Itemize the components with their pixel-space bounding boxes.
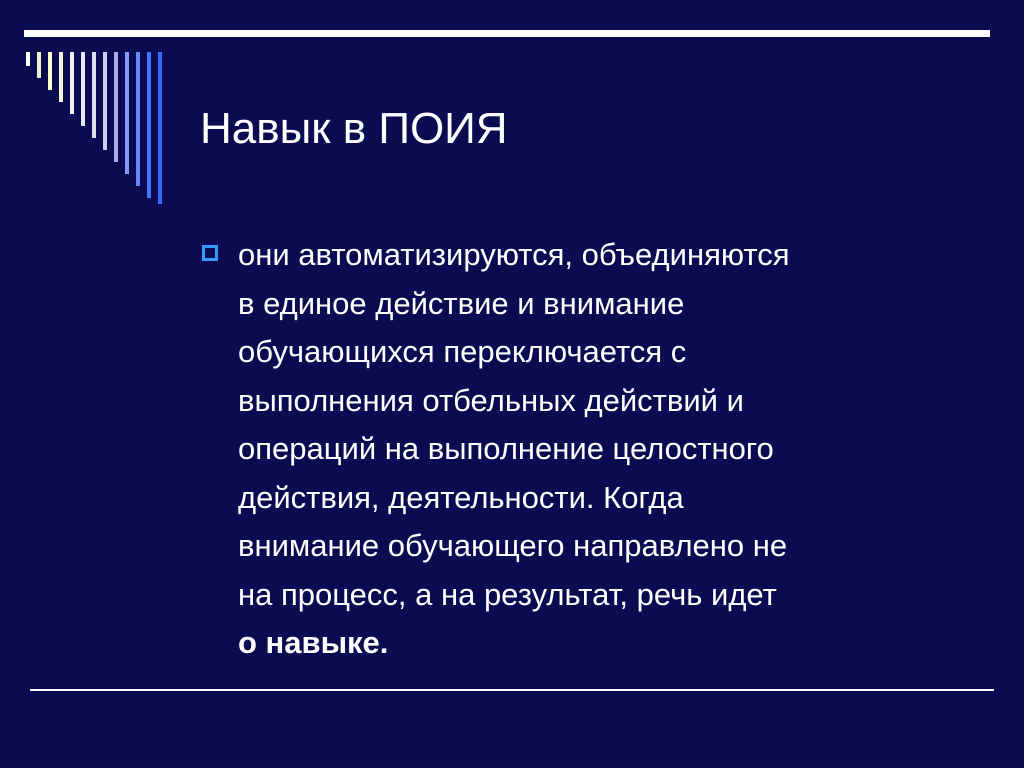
decorative-stripe — [48, 52, 52, 90]
decorative-stripe — [59, 52, 63, 102]
bullet-text-line: они автоматизируются, объединяются — [238, 237, 790, 272]
decorative-stripe — [26, 52, 30, 66]
decorative-stripe — [125, 52, 129, 174]
decorative-stripe — [158, 52, 162, 204]
bullet-text-line: операций на выполнение целостного — [238, 431, 774, 466]
decorative-stripe — [81, 52, 85, 126]
bullet-text-line: внимание обучающего направлено не — [238, 528, 788, 563]
hollow-square-bullet-icon — [202, 245, 218, 261]
bullet-text-line: обучающихся переключается с — [238, 334, 687, 369]
decorative-stripe — [147, 52, 151, 198]
decorative-stripe — [103, 52, 107, 150]
decorative-stripe — [70, 52, 74, 114]
bullet-text-line: выполнения отбельных действий и — [238, 382, 744, 418]
bullet-text — [238, 231, 978, 668]
bullet-text-line: на процесс, а на результат, речь идет — [238, 576, 777, 612]
decorative-stripe — [37, 52, 41, 78]
bullet-text-line: в единое действие и внимание — [238, 285, 685, 321]
slide-title: Навык в ПОИЯ — [200, 104, 508, 153]
bottom-decorative-rule — [30, 689, 994, 691]
bullet-text-line: действия, деятельности. Когда — [238, 479, 684, 515]
decorative-stripe — [114, 52, 118, 162]
bullet-bold-text: о навыке. — [238, 625, 389, 660]
decorative-stripe — [92, 52, 96, 138]
decorative-stripe — [136, 52, 140, 186]
decorative-stripes — [0, 0, 180, 220]
